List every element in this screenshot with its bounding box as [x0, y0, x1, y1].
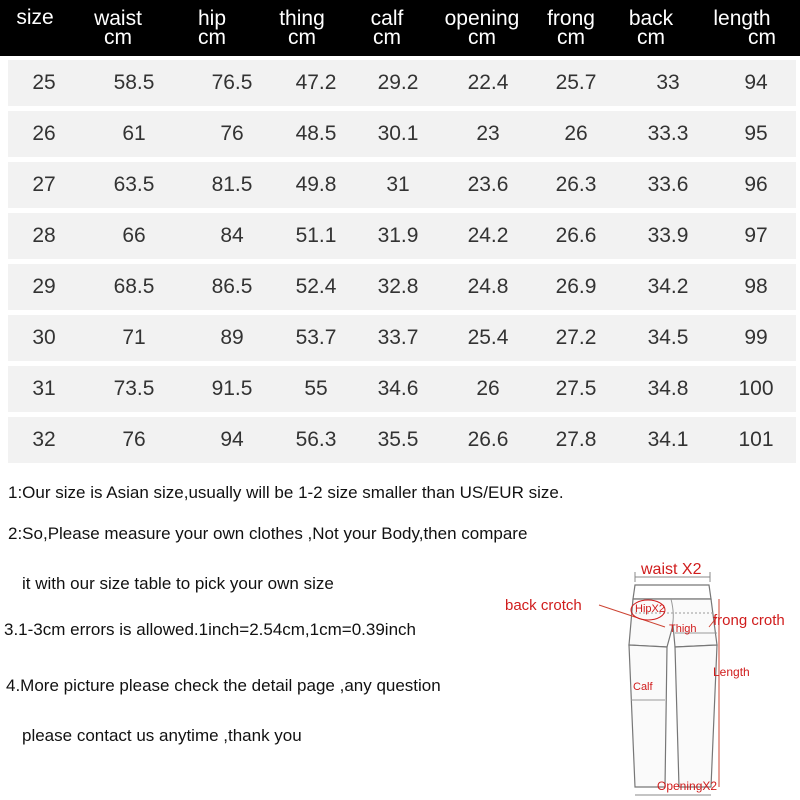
cell-waist: 71 [122, 326, 146, 349]
cell-hip: 76.5 [211, 71, 253, 94]
pants-outline-icon [495, 555, 800, 800]
table-row [8, 213, 796, 259]
table-row [8, 315, 796, 361]
cell-frong: 27.5 [555, 377, 597, 400]
cell-hip: 76 [220, 122, 244, 145]
cell-calf: 35.5 [377, 428, 419, 451]
cell-thing: 55 [304, 377, 328, 400]
cell-opening: 26 [476, 377, 500, 400]
size-table-header [0, 0, 800, 56]
cell-waist: 68.5 [113, 275, 155, 298]
table-row [8, 111, 796, 157]
cell-length: 97 [744, 224, 768, 247]
cell-opening: 25.4 [467, 326, 509, 349]
cell-frong: 25.7 [555, 71, 597, 94]
header-waist-label: waist [94, 7, 142, 30]
header-back-label: back [628, 7, 674, 30]
header-opening-label: opening [444, 7, 520, 30]
cell-size: 30 [32, 326, 56, 349]
cell-waist: 76 [122, 428, 146, 451]
table-row [8, 162, 796, 208]
cell-length: 101 [738, 428, 774, 451]
header-length-label: length [713, 7, 771, 30]
header-waist [84, 0, 152, 56]
cell-opening: 23.6 [467, 173, 509, 196]
length-label: Length [713, 665, 750, 679]
cell-thing: 51.1 [295, 224, 337, 247]
table-row [8, 264, 796, 310]
cell-length: 98 [744, 275, 768, 298]
cell-calf: 31.9 [377, 224, 419, 247]
header-size [4, 0, 66, 56]
cell-hip: 89 [220, 326, 244, 349]
note-2-line1: 2:So,Please measure your own clothes ,Not your Body,then compare [8, 524, 528, 543]
cell-calf: 33.7 [377, 326, 419, 349]
cell-frong: 26.3 [555, 173, 597, 196]
cell-thing: 49.8 [295, 173, 337, 196]
cell-size: 29 [32, 275, 56, 298]
cell-opening: 26.6 [467, 428, 509, 451]
calf-label: Calf [633, 681, 653, 693]
header-waist-unit: cm [104, 26, 132, 49]
header-calf [360, 0, 414, 56]
cell-size: 32 [32, 428, 56, 451]
pants-measurement-diagram [495, 555, 800, 800]
hip-label: HipX2 [635, 603, 665, 615]
cell-size: 31 [32, 377, 56, 400]
cell-opening: 24.2 [467, 224, 509, 247]
front-crotch-label: frong croth [713, 612, 785, 629]
cell-frong: 26 [564, 122, 588, 145]
cell-thing: 47.2 [295, 71, 337, 94]
header-frong [538, 0, 604, 56]
header-calf-label: calf [370, 7, 404, 30]
note-3: 3.1-3cm errors is allowed.1inch=2.54cm,1cm=0.39inch [4, 620, 416, 639]
header-opening-unit: cm [468, 26, 496, 49]
cell-frong: 27.2 [555, 326, 597, 349]
header-calf-unit: cm [373, 26, 401, 49]
note-2-line2: it with our size table to pick your own size [22, 574, 334, 593]
cell-length: 99 [744, 326, 768, 349]
cell-hip: 84 [220, 224, 244, 247]
cell-back: 34.5 [647, 326, 689, 349]
cell-frong: 27.8 [555, 428, 597, 451]
header-frong-unit: cm [557, 26, 585, 49]
cell-frong: 26.6 [555, 224, 597, 247]
cell-hip: 81.5 [211, 173, 253, 196]
cell-back: 33.6 [647, 173, 689, 196]
cell-opening: 23 [476, 122, 500, 145]
size-table-body [8, 60, 796, 462]
header-hip-label: hip [197, 7, 227, 30]
header-length-unit: cm [748, 26, 776, 49]
cell-back: 33.3 [647, 122, 689, 145]
cell-thing: 53.7 [295, 326, 337, 349]
header-thing-unit: cm [288, 26, 316, 49]
cell-waist: 63.5 [113, 173, 155, 196]
table-row [8, 366, 796, 412]
cell-back: 33 [656, 71, 680, 94]
cell-hip: 91.5 [211, 377, 253, 400]
cell-waist: 58.5 [113, 71, 155, 94]
cell-calf: 31 [386, 173, 410, 196]
note-4-line2: please contact us anytime ,thank you [22, 726, 302, 745]
header-back-unit: cm [637, 26, 665, 49]
cell-calf: 30.1 [377, 122, 419, 145]
header-length [704, 0, 780, 56]
header-thing [270, 0, 334, 56]
header-thing-label: thing [279, 7, 325, 30]
cell-thing: 56.3 [295, 428, 337, 451]
header-hip [184, 0, 240, 56]
header-hip-unit: cm [198, 26, 226, 49]
back-crotch-label: back crotch [505, 597, 582, 614]
cell-back: 34.2 [647, 275, 689, 298]
cell-calf: 34.6 [377, 377, 419, 400]
cell-calf: 32.8 [377, 275, 419, 298]
header-frong-label: frong [547, 7, 595, 30]
note-4-line1: 4.More picture please check the detail page ,any question [6, 676, 441, 695]
header-back [620, 0, 682, 56]
cell-frong: 26.9 [555, 275, 597, 298]
cell-size: 28 [32, 224, 56, 247]
cell-thing: 52.4 [295, 275, 337, 298]
header-size-label: size [16, 6, 54, 29]
waist-label: waist X2 [641, 561, 702, 578]
cell-back: 34.8 [647, 377, 689, 400]
cell-size: 25 [32, 71, 56, 94]
cell-length: 95 [744, 122, 768, 145]
cell-size: 26 [32, 122, 56, 145]
cell-thing: 48.5 [295, 122, 337, 145]
cell-back: 34.1 [647, 428, 689, 451]
table-row [8, 417, 796, 463]
note-1: 1:Our size is Asian size,usually will be 1-2 size smaller than US/EUR size. [8, 483, 564, 502]
cell-opening: 22.4 [467, 71, 509, 94]
header-opening [436, 0, 528, 56]
cell-waist: 73.5 [113, 377, 155, 400]
cell-waist: 66 [122, 224, 146, 247]
cell-size: 27 [32, 173, 56, 196]
cell-hip: 94 [220, 428, 244, 451]
cell-opening: 24.8 [467, 275, 509, 298]
thigh-label: Thigh [669, 623, 697, 635]
opening-label: OpeningX2 [657, 779, 718, 793]
table-row [8, 60, 796, 106]
cell-waist: 61 [122, 122, 146, 145]
cell-calf: 29.2 [377, 71, 419, 94]
cell-back: 33.9 [647, 224, 689, 247]
cell-length: 100 [738, 377, 774, 400]
cell-hip: 86.5 [211, 275, 253, 298]
cell-length: 96 [744, 173, 768, 196]
cell-length: 94 [744, 71, 768, 94]
